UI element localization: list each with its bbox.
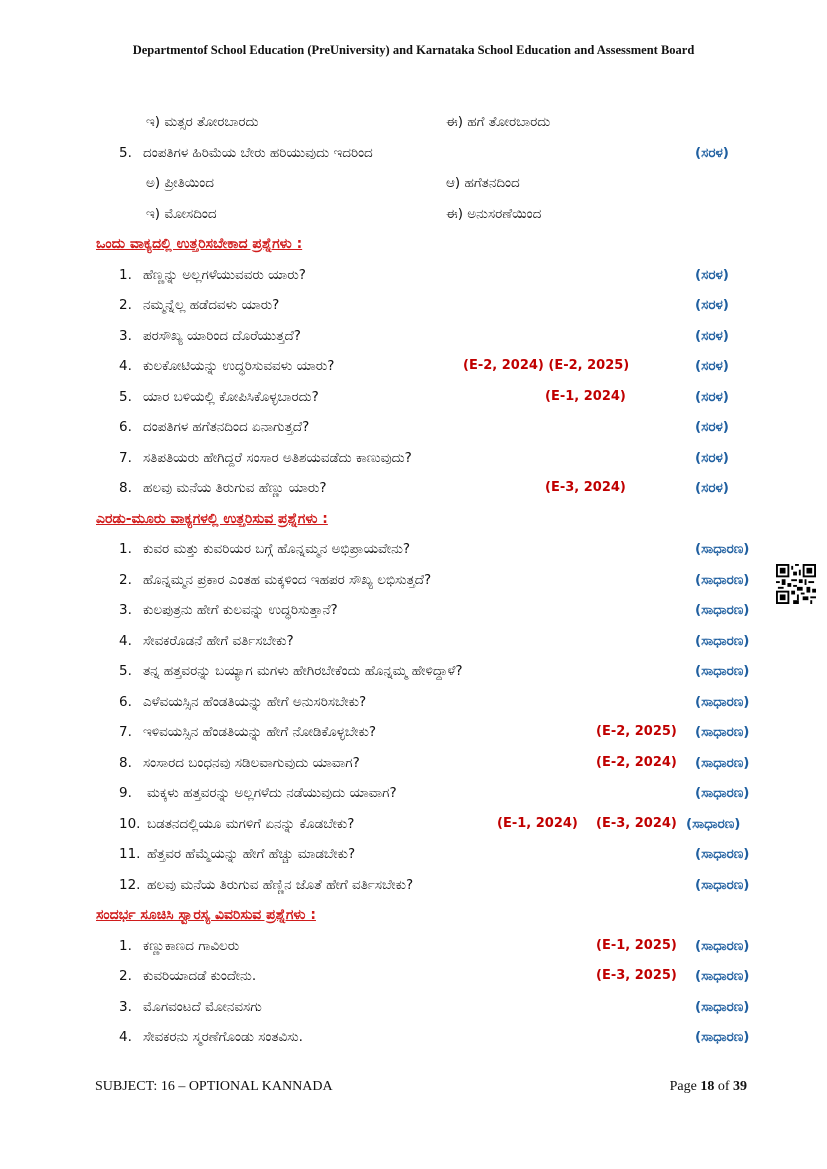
exam-reference: (E-2, 2025) bbox=[596, 724, 677, 739]
mcq-option-row bbox=[0, 175, 827, 197]
difficulty-label: (ಸಾಧಾರಣ) bbox=[695, 846, 750, 862]
exam-reference: (E-1, 2025) bbox=[596, 938, 677, 953]
mcq-question-row bbox=[0, 145, 827, 167]
difficulty-label: (ಸಾಧಾರಣ) bbox=[695, 633, 750, 649]
difficulty-label: (ಸಾಧಾರಣ) bbox=[695, 572, 750, 588]
mcq-option-row bbox=[0, 114, 827, 136]
question-text: ಸೇವಕರೊಡನೆ ಹೇಗೆ ವರ್ತಿಸಬೇಕು? bbox=[143, 633, 294, 649]
question-text: ಕುಲಪುತ್ರನು ಹೇಗೆ ಕುಲವನ್ನು ಉದ್ಧರಿಸುತ್ತಾನೆ? bbox=[143, 602, 338, 618]
difficulty-label: (ಸಾಧಾರಣ) bbox=[686, 816, 741, 832]
question-number: 2. bbox=[119, 297, 132, 313]
page-header: Departmentof School Education (PreUniversity) and Karnataka School Education and Assessment Board bbox=[132, 43, 695, 57]
question-number: 4. bbox=[119, 358, 132, 374]
difficulty-label: (ಸರಳ) bbox=[695, 450, 729, 466]
section-title-two-three-sentence: ಎರಡು-ಮೂರು ವಾಕ್ಯಗಳಲ್ಲಿ ಉತ್ತರಿಸುವ ಪ್ರಶ್ನೆಗಳು : bbox=[96, 511, 328, 527]
question-number: 5. bbox=[119, 145, 132, 161]
question-text: ಕುಲಕೋಟಿಯನ್ನು ಉದ್ಧರಿಸುವವಳು ಯಾರು? bbox=[143, 358, 335, 374]
question-number: 1. bbox=[119, 541, 132, 557]
difficulty-label: (ಸಾಧಾರಣ) bbox=[695, 877, 750, 893]
page-prefix: Page bbox=[669, 1079, 697, 1094]
question-number: 7. bbox=[119, 450, 132, 466]
question-text: ಎಳೆವಯಸ್ಸಿನ ಹೆಂಡತಿಯನ್ನು ಹೇಗೆ ಅನುಸರಿಸಬೇಕು? bbox=[143, 694, 367, 710]
question-number: 8. bbox=[119, 480, 132, 496]
difficulty-label: (ಸಾಧಾರಣ) bbox=[695, 1029, 750, 1045]
question-row bbox=[0, 816, 827, 838]
question-text: ಹಲವು ಮನೆಯ ತಿರುಗುವ ಹೆಣ್ಣಿನ ಜೊತೆ ಹೇಗೆ ವರ್ತಿಸಬೇಕು? bbox=[147, 877, 414, 893]
question-number: 1. bbox=[119, 267, 132, 283]
difficulty-label: (ಸಾಧಾರಣ) bbox=[695, 694, 750, 710]
question-number: 6. bbox=[119, 694, 132, 710]
question-row bbox=[0, 968, 827, 990]
option-d: ಈ) ಅನುಸರಣೆಯಿಂದ bbox=[446, 206, 542, 222]
question-row bbox=[0, 724, 827, 746]
question-number: 9. bbox=[119, 785, 132, 801]
question-row bbox=[0, 663, 827, 685]
question-text: ಸಂಸಾರದ ಬಂಧನವು ಸಡಿಲವಾಗುವುದು ಯಾವಾಗ? bbox=[143, 755, 360, 771]
option-ii: ಈ) ಹಗೆ ತೋರಬಾರದು bbox=[446, 114, 551, 130]
question-row bbox=[0, 755, 827, 777]
option-a: ಅ) ಪ್ರೀತಿಯಿಂದ bbox=[146, 175, 214, 191]
question-number: 11. bbox=[119, 846, 141, 862]
question-number: 4. bbox=[119, 1029, 132, 1045]
question-text: ಪರಸೌಖ್ಯ ಯಾರಿಂದ ದೊರೆಯುತ್ತದೆ? bbox=[143, 328, 301, 344]
question-row bbox=[0, 358, 827, 380]
question-row bbox=[0, 480, 827, 502]
question-number: 4. bbox=[119, 633, 132, 649]
question-number: 3. bbox=[119, 602, 132, 618]
question-number: 2. bbox=[119, 968, 132, 984]
page-total: 39 bbox=[733, 1079, 747, 1094]
difficulty-label: (ಸಾಧಾರಣ) bbox=[695, 724, 750, 740]
question-text: ಸೇವಕರನು ಸ್ಮರಣೆಗೊಂಡು ಸಂತವಿಸು. bbox=[143, 1029, 303, 1045]
question-text: ಇಳಿವಯಸ್ಸಿನ ಹೆಂಡತಿಯನ್ನು ಹೇಗೆ ನೋಡಿಕೊಳ್ಳಬೇಕು? bbox=[143, 724, 377, 740]
difficulty-label: (ಸಾಧಾರಣ) bbox=[695, 785, 750, 801]
question-text: ದಂಪತಿಗಳ ಹಿರಿಮೆಯ ಬೇರು ಹರಿಯುವುದು ಇದರಿಂದ bbox=[143, 145, 373, 161]
question-row bbox=[0, 541, 827, 563]
question-row bbox=[0, 999, 827, 1021]
question-number: 12. bbox=[119, 877, 141, 893]
question-text: ಹೆಣ್ಣನ್ನು ಅಲ್ಲಗಳೆಯುವವರು ಯಾರು? bbox=[143, 267, 306, 283]
difficulty-label: (ಸರಳ) bbox=[695, 480, 729, 496]
question-number: 8. bbox=[119, 755, 132, 771]
page-of: of bbox=[717, 1079, 730, 1094]
footer-subject: SUBJECT: 16 – OPTIONAL KANNADA bbox=[95, 1079, 333, 1094]
qr-code-icon bbox=[776, 564, 816, 604]
question-number: 7. bbox=[119, 724, 132, 740]
question-row bbox=[0, 694, 827, 716]
question-row bbox=[0, 297, 827, 319]
question-text: ತನ್ನ ಹತ್ತವರನ್ನು ಬಯ್ಯಾಗ ಮಗಳು ಹೇಗಿರಬೇಕೆಂದು ಹೊನ್ನಮ್ಮ ಹೇಳಿದ್ದಾಳೆ? bbox=[143, 663, 463, 679]
section-title-one-sentence: ಒಂದು ವಾಕ್ಯದಲ್ಲಿ ಉತ್ತರಿಸಬೇಕಾದ ಪ್ರಶ್ನೆಗಳು : bbox=[96, 236, 303, 252]
difficulty-label: (ಸಾಧಾರಣ) bbox=[695, 755, 750, 771]
question-text: ಸತಿಪತಿಯರು ಹೇಗಿದ್ದರೆ ಸಂಸಾರ ಅತಿಶಯವಡೆದು ಕಾಣುವುದು? bbox=[143, 450, 412, 466]
difficulty-label: (ಸರಳ) bbox=[695, 328, 729, 344]
question-row bbox=[0, 572, 827, 594]
exam-reference-2: (E-3, 2024) bbox=[596, 816, 677, 831]
question-row bbox=[0, 938, 827, 960]
question-row bbox=[0, 267, 827, 289]
question-number: 3. bbox=[119, 328, 132, 344]
question-number: 3. bbox=[119, 999, 132, 1015]
option-c: ಇ) ಮೋಸದಿಂದ bbox=[146, 206, 217, 222]
question-row bbox=[0, 846, 827, 868]
difficulty-label: (ಸಾಧಾರಣ) bbox=[695, 663, 750, 679]
question-text: ಕುವರ ಮತ್ತು ಕುವರಿಯರ ಬಗ್ಗೆ ಹೊನ್ನಮ್ಮನ ಅಭಿಪ್ರಾಯವೇನು? bbox=[143, 541, 411, 557]
difficulty-label: (ಸರಳ) bbox=[695, 389, 729, 405]
difficulty-label: (ಸಾಧಾರಣ) bbox=[695, 541, 750, 557]
question-row bbox=[0, 785, 827, 807]
footer-page-number bbox=[670, 1079, 747, 1095]
exam-reference: (E-3, 2024) bbox=[545, 480, 626, 495]
difficulty-label: (ಸಾಧಾರಣ) bbox=[695, 968, 750, 984]
difficulty-label: (ಸರಳ) bbox=[695, 297, 729, 313]
difficulty-label: (ಸಾಧಾರಣ) bbox=[695, 938, 750, 954]
question-number: 1. bbox=[119, 938, 132, 954]
difficulty-label: (ಸರಳ) bbox=[695, 145, 729, 161]
question-number: 6. bbox=[119, 419, 132, 435]
question-text: ಬಡತನದಲ್ಲಿಯೂ ಮಗಳಿಗೆ ಏನನ್ನು ಕೊಡಬೇಕು? bbox=[147, 816, 355, 832]
option-i: ಇ) ಮತ್ಸರ ತೋರಬಾರದು bbox=[146, 114, 259, 130]
question-row bbox=[0, 328, 827, 350]
question-text: ಹೆತ್ತವರ ಹೆಮ್ಮೆಯನ್ನು ಹೇಗೆ ಹೆಚ್ಚು ಮಾಡಬೇಕು? bbox=[147, 846, 356, 862]
difficulty-label: (ಸಾಧಾರಣ) bbox=[695, 602, 750, 618]
question-number: 10. bbox=[119, 816, 141, 832]
question-number: 2. bbox=[119, 572, 132, 588]
question-row bbox=[0, 1029, 827, 1051]
question-text: ಕಣ್ಣುಕಾಣದ ಗಾವಿಲರು bbox=[143, 938, 240, 954]
question-text: ನಮ್ಮನ್ನೆಲ್ಲ ಹಡೆದವಳು ಯಾರು? bbox=[143, 297, 280, 313]
difficulty-label: (ಸಾಧಾರಣ) bbox=[695, 999, 750, 1015]
question-text: ಕುವರಿಯಾದಡೆ ಕುಂದೇನು. bbox=[143, 968, 257, 984]
difficulty-label: (ಸರಳ) bbox=[695, 267, 729, 283]
exam-reference: (E-2, 2024) bbox=[596, 755, 677, 770]
question-text: ಯಾರ ಬಳಿಯಲ್ಲಿ ಕೋಪಿಸಿಕೊಳ್ಳಬಾರದು? bbox=[143, 389, 319, 405]
mcq-option-row bbox=[0, 206, 827, 228]
question-text: ದಂಪತಿಗಳ ಹಗೆತನದಿಂದ ಏನಾಗುತ್ತದೆ? bbox=[143, 419, 310, 435]
question-row bbox=[0, 389, 827, 411]
exam-reference: (E-3, 2025) bbox=[596, 968, 677, 983]
question-text: ಮಕ್ಕಳು ಹತ್ತವರನ್ನು ಅಲ್ಲಗಳೆದು ನಡೆಯುವುದು ಯಾವಾಗ? bbox=[147, 785, 397, 801]
question-text: ಹೊನ್ನಮ್ಮನ ಪ್ರಕಾರ ಎಂತಹ ಮಕ್ಕಳಿಂದ ಇಹಪರ ಸೌಖ್ಯ ಲಭಿಸುತ್ತದೆ? bbox=[143, 572, 432, 588]
question-text: ಮೊಗವಂಟದೆ ಮೋನವಸಗು bbox=[143, 999, 262, 1015]
difficulty-label: (ಸರಳ) bbox=[695, 358, 729, 374]
question-row bbox=[0, 450, 827, 472]
option-b: ಆ) ಹಗೆತನದಿಂದ bbox=[446, 175, 520, 191]
question-row bbox=[0, 419, 827, 441]
exam-reference: (E-1, 2024) bbox=[545, 389, 626, 404]
question-text: ಹಲವು ಮನೆಯ ತಿರುಗುವ ಹೆಣ್ಣು ಯಾರು? bbox=[143, 480, 327, 496]
page-current: 18 bbox=[700, 1079, 715, 1094]
question-number: 5. bbox=[119, 663, 132, 679]
question-row bbox=[0, 877, 827, 899]
question-row bbox=[0, 633, 827, 655]
exam-reference: (E-2, 2024) (E-2, 2025) bbox=[463, 358, 630, 373]
question-row bbox=[0, 602, 827, 624]
section-title-context: ಸಂದರ್ಭ ಸೂಚಿಸಿ ಸ್ವಾರಸ್ಯ ವಿವರಿಸುವ ಪ್ರಶ್ನೆಗಳು : bbox=[96, 907, 316, 923]
difficulty-label: (ಸರಳ) bbox=[695, 419, 729, 435]
question-number: 5. bbox=[119, 389, 132, 405]
exam-reference: (E-1, 2024) bbox=[497, 816, 578, 831]
